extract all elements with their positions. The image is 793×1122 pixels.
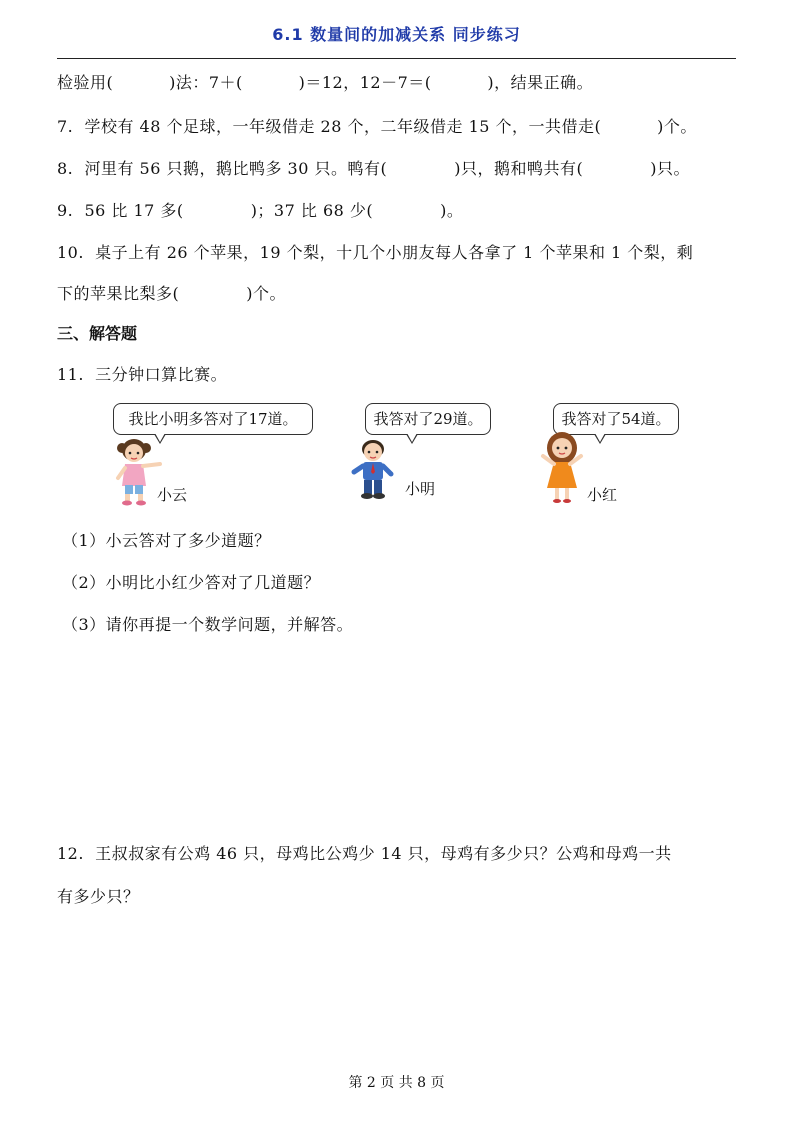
page-number-footer: 第 2 页 共 8 页: [348, 1075, 445, 1091]
header-divider: [57, 58, 736, 59]
question-12-line-2: 有多少只？: [57, 887, 140, 906]
kid-name-xiaoming: 小明: [405, 480, 436, 498]
bubble-tail: [594, 434, 606, 444]
kid-name-xiaoyun: 小云: [157, 486, 188, 504]
question-10-line-1: 10. 桌子上有 26 个苹果，19 个梨，十几个小朋友每人各拿了 1 个苹果和 1 个梨，剩: [57, 243, 694, 262]
question-12-line-1: 12. 王叔叔家有公鸡 46 只，母鸡比公鸡少 14 只，母鸡有多少只？公鸡和母鸡一共: [57, 844, 672, 863]
section-3-heading: 三、解答题: [57, 324, 138, 343]
girl-xiaohong-illustration: [537, 430, 587, 506]
question-9: 9. 56 比 17 多( )；37 比 68 少( )。: [57, 201, 464, 220]
boy-xiaoming-illustration: [348, 436, 398, 502]
speech-bubble-xiaoming: [365, 403, 491, 435]
question-11-title: 11. 三分钟口算比赛。: [57, 365, 228, 384]
question-7: 7. 学校有 48 个足球，一年级借走 28 个，二年级借走 15 个，一共借走( )个。: [57, 117, 697, 136]
question-6-continuation: 检验用( )法：7＋( )＝12，12－7＝( )，结果正确。: [57, 73, 594, 92]
question-8: 8. 河里有 56 只鹅，鹅比鸭多 30 只。鸭有( )只，鹅和鸭共有( )只。: [57, 159, 691, 178]
speech-bubble-xiaoyun: [113, 403, 313, 435]
question-11-part-2: （2）小明比小红少答对了几道题？: [62, 573, 321, 592]
question-11-part-1: （1）小云答对了多少道题？: [62, 531, 271, 550]
kid-name-xiaohong: 小红: [587, 486, 618, 504]
question-10-line-2: 下的苹果比梨多( )个。: [57, 284, 287, 303]
page-title: 6.1 数量间的加减关系 同步练习: [272, 25, 521, 44]
bubble-tail: [406, 434, 418, 444]
speech-text-xiaoyun: 我比小明多答对了17道。: [128, 410, 298, 428]
question-11-part-3: （3）请你再提一个数学问题，并解答。: [62, 615, 354, 634]
speech-text-xiaohong: 我答对了54道。: [561, 410, 671, 428]
speech-text-xiaoming: 我答对了29道。: [373, 410, 483, 428]
